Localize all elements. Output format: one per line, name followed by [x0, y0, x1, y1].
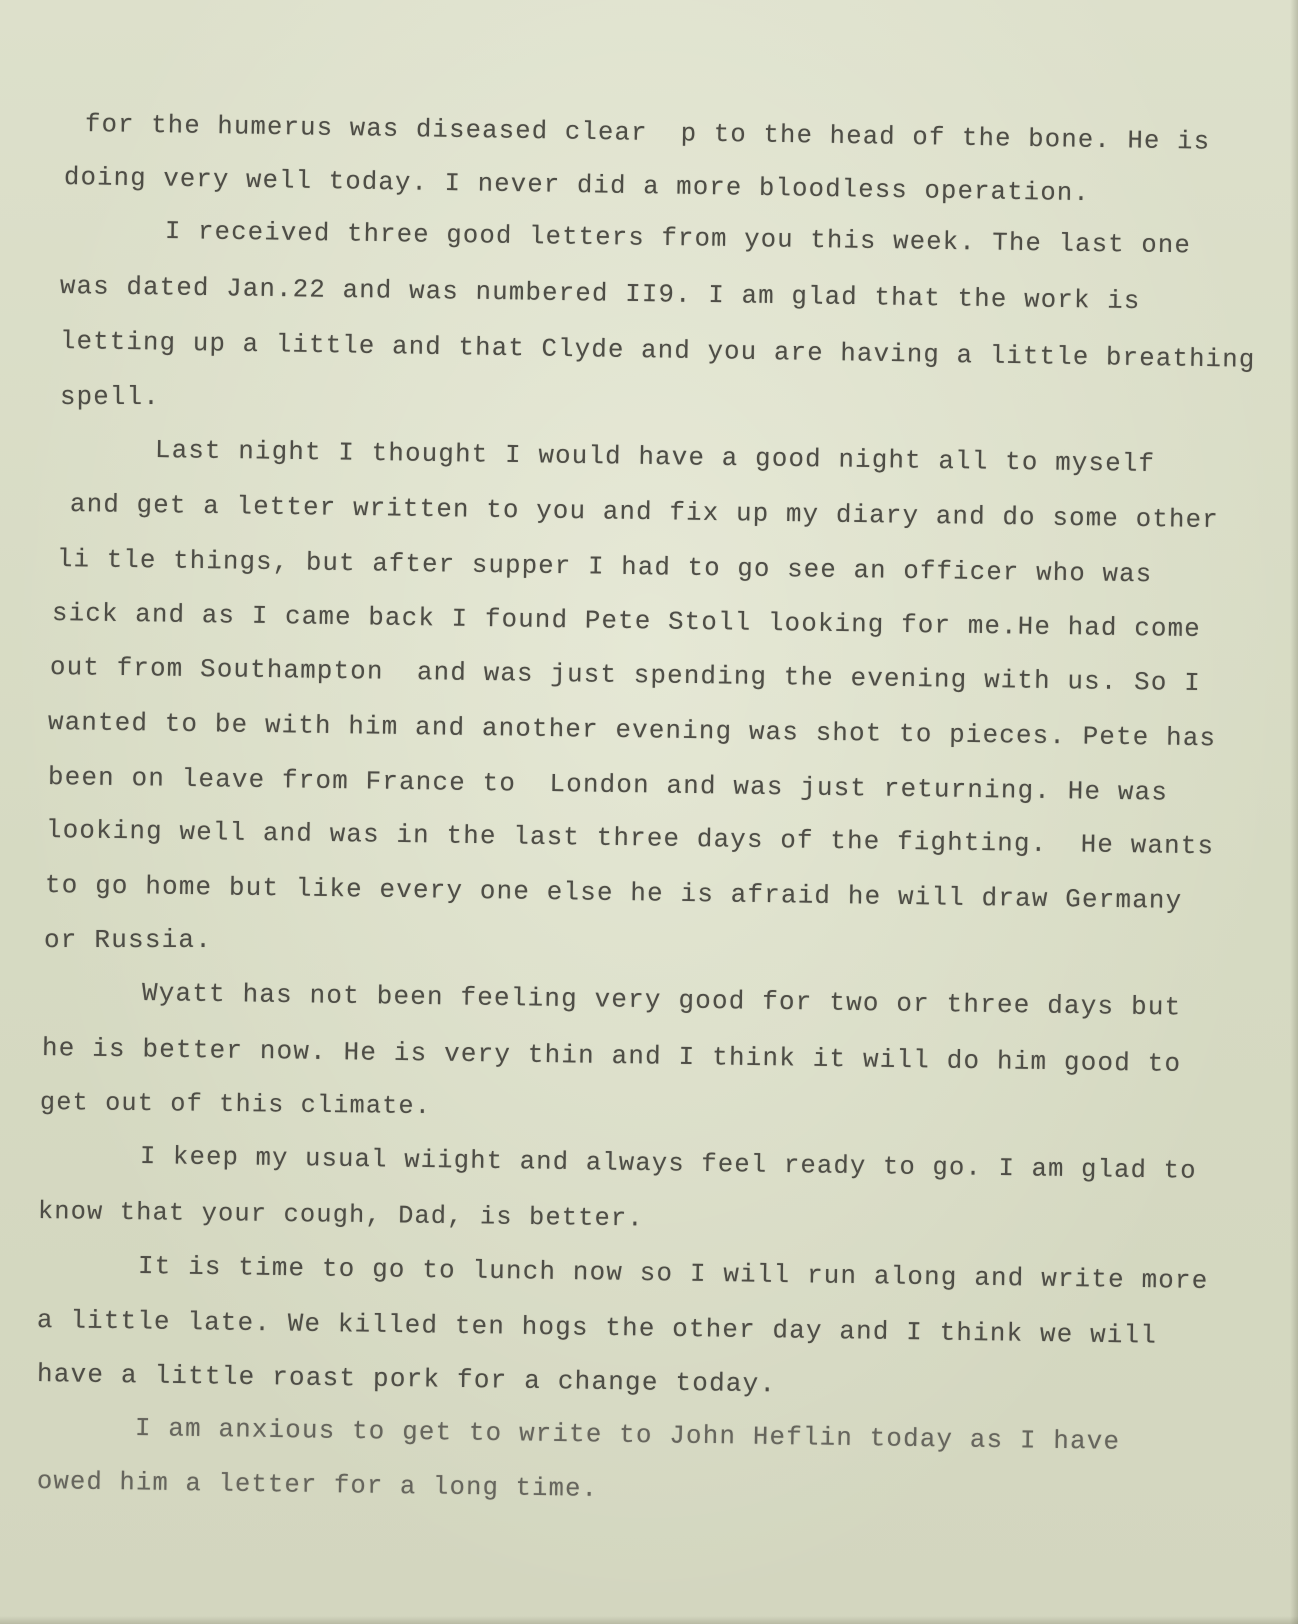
paper-edge-right [1290, 0, 1298, 1624]
text-line-5: letting up a little and that Clyde and you are having a little breathing [59, 327, 1256, 375]
text-line-18: he is better now. He is very thin and I think it will do him good to [41, 1033, 1182, 1079]
text-line-2: doing very well today. I never did a more bloodless operation. [63, 163, 1091, 209]
text-line-23: a little late. We killed ten hogs the other day and I think we will [36, 1305, 1158, 1351]
text-line-17: Wyatt has not been feeling very good for two or three days but [141, 978, 1182, 1023]
text-line-19: get out of this climate. [39, 1088, 432, 1122]
text-line-12: wanted to be with him and another evening was shot to pieces. Pete has [47, 708, 1217, 754]
text-line-14: looking well and was in the last three days of the fighting. He wants [45, 816, 1215, 862]
text-line-24: have a little roast pork for a change today. [36, 1359, 777, 1400]
text-line-25: I am anxious to get to write to John Heflin today as I have [134, 1413, 1121, 1457]
text-line-21: know that your cough, Dad, is better. [37, 1197, 644, 1234]
text-line-11: out from Southampton and was just spending the evening with us. So I [49, 653, 1202, 699]
paper-edge-bottom [0, 1616, 1298, 1624]
text-line-4: was dated Jan.22 and was numbered II9. I am glad that the work is [59, 272, 1141, 317]
text-line-10: sick and as I came back I found Pete Stoll looking for me.He had come [51, 599, 1202, 645]
text-line-26: owed him a letter for a long time. [36, 1467, 599, 1504]
text-line-7: Last night I thought I would have a good night all to myself [154, 436, 1156, 479]
text-line-6: spell. [60, 383, 160, 412]
text-line-15: to go home but like every one else he is afraid he will draw Germany [44, 870, 1183, 916]
text-line-13: been on leave from France to London and was just returning. He was [47, 762, 1169, 808]
text-line-16: or Russia. [44, 925, 213, 955]
text-line-1: for the humerus was diseased clear p to the head of the bone. He is [84, 110, 1211, 157]
text-line-3: I received three good letters from you this week. The last one [164, 217, 1192, 261]
text-line-20: I keep my usual wiight and always feel ready to go. I am glad to [139, 1142, 1197, 1186]
text-line-8: and get a letter written to you and fix up my diary and do some other [69, 490, 1220, 536]
text-line-9: li tle things, but after supper I had to go see an officer who was [56, 545, 1153, 590]
text-line-22: It is time to go to lunch now so I will run along and write more [137, 1251, 1209, 1296]
